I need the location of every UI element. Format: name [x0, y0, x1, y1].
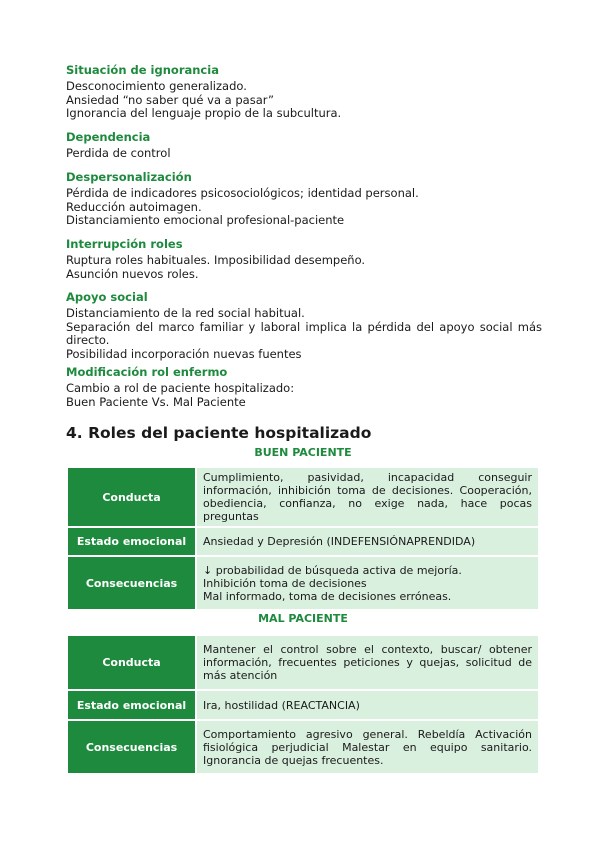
down-arrow-icon: ↓	[203, 563, 213, 577]
section-line: Posibilidad incorporación nuevas fuentes	[66, 346, 302, 361]
section-despersonalizacion	[66, 170, 542, 228]
row-label: Estado emocional	[67, 690, 196, 720]
section-line: Asunción nuevos roles.	[66, 266, 199, 281]
row-value	[196, 556, 539, 610]
section-line: Distanciamiento de la red social habitual.	[66, 306, 305, 320]
row-label: Conducta	[67, 635, 196, 690]
table-row	[67, 690, 539, 720]
section-ignorancia	[66, 63, 542, 121]
row-label: Conducta	[67, 467, 196, 527]
section-line: Ignorancia del lenguaje propio de la subcultura.	[66, 106, 342, 120]
good-patient-title: BUEN PACIENTE	[254, 446, 352, 459]
row-value: Comportamiento agresivo general. Rebeldía Activación fisiológica perjudicial Malestar en equipo sanitario. Ignorancia de quejas frecuentes.	[196, 720, 539, 774]
section-interrupcion-roles	[66, 237, 542, 281]
row-label: Estado emocional	[67, 527, 196, 556]
row-value: Ansiedad y Depresión (INDEFENSIÓNAPRENDIDA)	[196, 527, 539, 556]
row-value: Mantener el control sobre el contexto, buscar/ obtener información, frecuentes peticiones y quejas, solicitud de más atención	[196, 635, 539, 690]
table-row	[67, 720, 539, 774]
section-line: Ruptura roles habituales. Imposibilidad desempeño.	[66, 253, 366, 267]
section-title: Situación de ignorancia	[66, 63, 219, 77]
section-title: Interrupción roles	[66, 237, 183, 251]
section-title: Modificación rol enfermo	[66, 365, 228, 379]
good-patient-table	[66, 466, 540, 611]
table-row	[67, 635, 539, 690]
section-line: Desconocimiento generalizado.	[66, 79, 247, 93]
section-line: Ansiedad “no saber qué va a pasar”	[66, 92, 274, 107]
section-title: Apoyo social	[66, 290, 148, 304]
consequence-line: Mal informado, toma de decisiones erróneas.	[203, 589, 452, 603]
consequence-line: probabilidad de búsqueda activa de mejoría.	[215, 563, 462, 577]
table-row	[67, 527, 539, 556]
roles-heading: 4. Roles del paciente hospitalizado	[66, 424, 372, 442]
section-modificacion-rol	[66, 365, 542, 409]
section-line: Perdida de control	[66, 146, 171, 160]
section-title: Despersonalización	[66, 170, 192, 184]
bad-patient-title: MAL PACIENTE	[258, 612, 348, 625]
row-value: Cumplimiento, pasividad, incapacidad conseguir información, inhibición toma de decisiones. Cooperación, obediencia, confianza, no exige nada, hace pocas preguntas	[196, 467, 539, 527]
section-apoyo-social	[66, 290, 542, 361]
consequence-line: Inhibición toma de decisiones	[203, 576, 367, 590]
section-line: Separación del marco familiar y laboral implica la pérdida del apoyo social más directo.	[66, 319, 542, 347]
section-line: Buen Paciente Vs. Mal Paciente	[66, 394, 246, 409]
section-dependencia	[66, 130, 542, 161]
row-label: Consecuencias	[67, 720, 196, 774]
section-line: Cambio a rol de paciente hospitalizado:	[66, 381, 295, 395]
table-row	[67, 467, 539, 527]
section-line: Pérdida de indicadores psicosociológicos; identidad personal.	[66, 186, 419, 200]
section-title: Dependencia	[66, 130, 151, 144]
section-line: Distanciamiento emocional profesional-paciente	[66, 213, 345, 227]
row-label: Consecuencias	[67, 556, 196, 610]
row-value: Ira, hostilidad (REACTANCIA)	[196, 690, 539, 720]
bad-patient-table	[66, 634, 540, 775]
section-line: Reducción autoimagen.	[66, 199, 202, 214]
table-row	[67, 556, 539, 610]
